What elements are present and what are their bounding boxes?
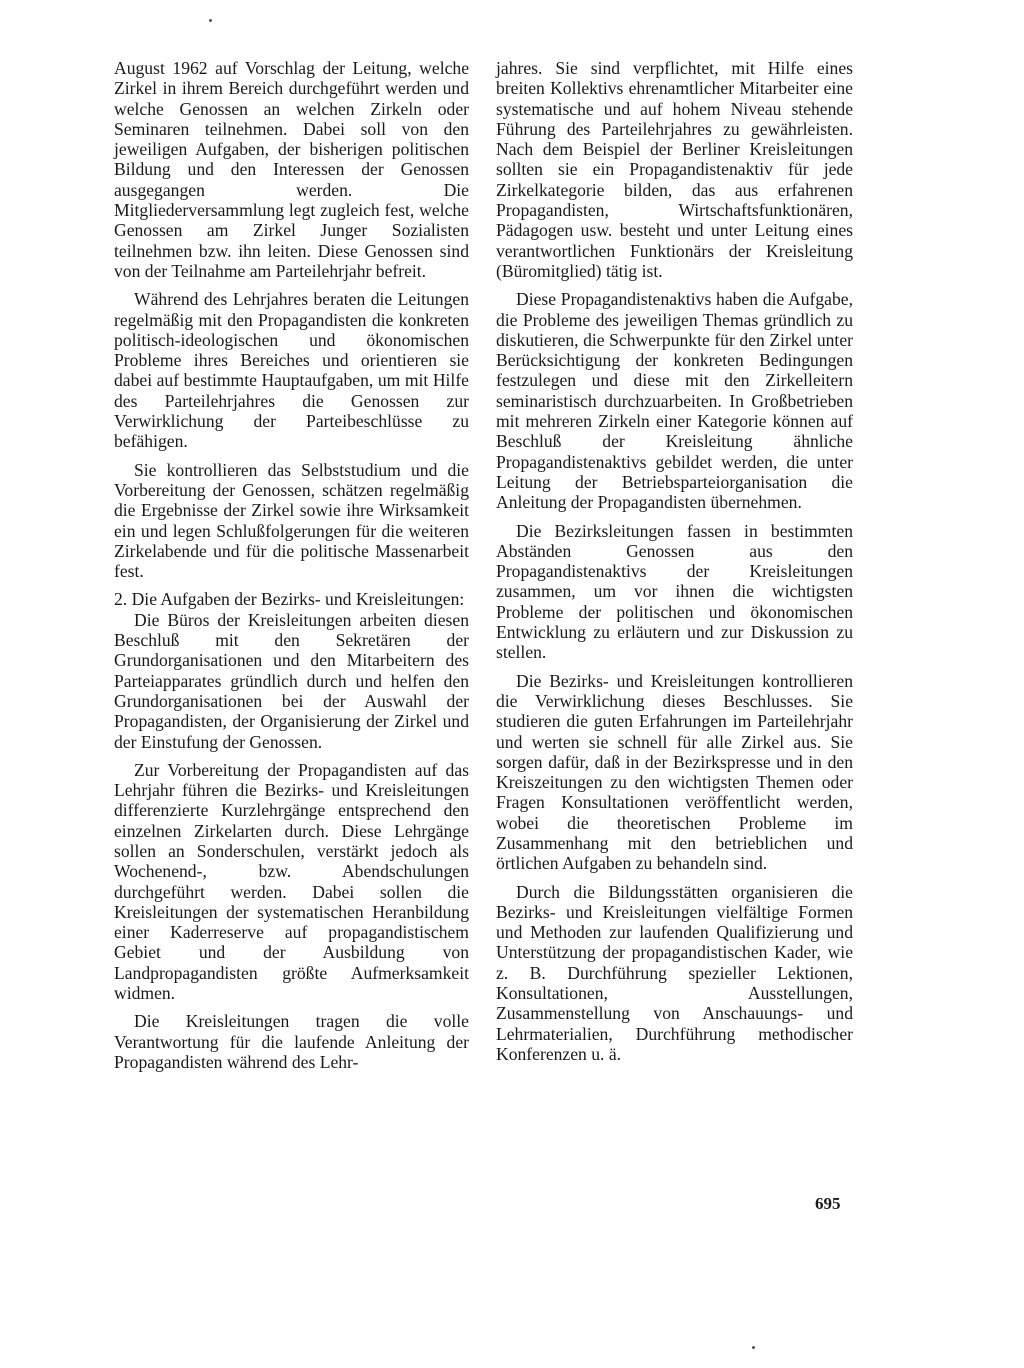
scan-speck bbox=[209, 19, 212, 22]
paragraph: August 1962 auf Vorschlag der Leitung, welche Zirkel in ihrem Bereich durchgeführt werden und welche Genossen an welchen Zirkeln oder Seminaren teilnehmen. Dabei soll von den jeweiligen Aufgaben, der bisherigen politischen Bildung und den Interessen der Genossen ausgegangen werden. Die Mitgliederversammlung legt zugleich fest, welche Genossen am Zirkel Junger Sozialisten teilnehmen bzw. ihn leiten. Diese Genossen sind von der Teilnahme am Parteilehrjahr befreit. bbox=[114, 58, 469, 281]
paragraph: Durch die Bildungsstätten organisieren die Bezirks- und Kreisleitungen vielfältige Formen und Methoden zur laufenden Qualifizierung und Unterstützung der propagandistischen Kader, wie z. B. Durchführung spezieller Lektionen, Konsultationen, Ausstellungen, Zusammenstellung von Anschauungs- und Lehrmaterialien, Durchführung methodischer Konferenzen u. ä. bbox=[496, 881, 853, 1064]
paragraph: Die Büros der Kreisleitungen arbeiten diesen Beschluß mit den Sekretären der Grundorganisationen und den Mitarbeitern des Parteiapparates gründlich durch und helfen den Grundorganisationen bei der Auswahl der Propagandisten, der Organisierung der Zirkel und der Einstufung der Genossen. bbox=[114, 609, 469, 752]
paragraph: Die Bezirks- und Kreisleitungen kontrollieren die Verwirklichung dieses Beschlusses. Sie studieren die guten Erfahrungen im Parteilehrjahr und werten sie schnell für alle Zirkel aus. Sie sorgen dafür, daß in der Bezirkspresse und in den Kreiszeitungen zu den wichtigsten Themen oder Fragen Konsultationen veröffentlicht werden, wobei die theoretischen Probleme im Zusammenhang mit den betrieblichen und örtlichen Aufgaben zu behandeln sind. bbox=[496, 670, 853, 874]
paragraph: Die Kreisleitungen tragen die volle Verantwortung für die laufende Anleitung der Propagandisten während des Lehr- bbox=[114, 1011, 469, 1072]
scan-speck bbox=[752, 1346, 755, 1349]
section-heading: 2. Die Aufgaben der Bezirks- und Kreisleitungen: bbox=[114, 589, 465, 610]
page-number: 695 bbox=[815, 1194, 841, 1213]
paragraph: jahres. Sie sind verpflichtet, mit Hilfe eines breiten Kollektivs ehrenamtlicher Mitarbeiter eine systematische und auf hohem Niveau stehende Führung des Parteilehrjahres zu gewährleisten. Nach dem Beispiel der Berliner Kreisleitungen sollten sie ein Propagandistenaktiv für jede Zirkelkategorie bilden, das aus erfahrenen Propagandisten, Wirtschaftsfunktionären, Pädagogen usw. besteht und unter Leitung eines verantwortlichen Funktionärs der Kreisleitung (Büromitglied) tätig ist. bbox=[496, 58, 853, 281]
paragraph: Während des Lehrjahres beraten die Leitungen regelmäßig mit den Propagandisten die konkreten politisch-ideologischen und ökonomischen Probleme ihres Bereiches und orientieren sie dabei auf bestimmte Hauptaufgaben, um mit Hilfe des Parteilehrjahres die Genossen zur Verwirklichung der Parteibeschlüsse zu befähigen. bbox=[114, 289, 469, 452]
paragraph: Zur Vorbereitung der Propagandisten auf das Lehrjahr führen die Bezirks- und Kreisleitungen differenzierte Kurzlehrgänge entsprechend den einzelnen Zirkelarten durch. Diese Lehrgänge sollen an Sonderschulen, verstärkt jedoch als Wochenend-, bzw. Abendschulungen durchgeführt werden. Dabei sollen die Kreisleitungen der systematischen Heranbildung einer Kaderreserve auf propagandistischem Gebiet und der Ausbildung von Landpropagandisten größte Aufmerksamkeit widmen. bbox=[114, 759, 470, 1004]
left-column bbox=[114, 58, 469, 1080]
right-column bbox=[496, 58, 853, 1072]
paragraph: Die Bezirksleitungen fassen in bestimmten Abständen Genossen aus den Propagandistenaktivs der Kreisleitungen zusammen, um vor ihnen die wichtigsten Probleme der politischen und ökonomischen Entwicklung zu erläutern und zur Diskussion zu stellen. bbox=[496, 520, 853, 663]
paragraph: Sie kontrollieren das Selbststudium und die Vorbereitung der Genossen, schätzen regelmäßig die Ergebnisse der Zirkel sowie ihre Wirksamkeit ein und legen Schlußfolgerungen für die weiteren Zirkelabende und für die politische Massenarbeit fest. bbox=[114, 459, 469, 582]
paragraph: Diese Propagandistenaktivs haben die Aufgabe, die Probleme des jeweiligen Themas gründlich zu diskutieren, die Schwerpunkte für den Zirkel unter Berücksichtigung der konkreten Bedingungen festzulegen und diese mit den Zirkelleitern seminaristisch durchzuarbeiten. In Großbetrieben mit mehreren Zirkeln einer Kategorie können auf Beschluß der Kreisleitung ähnliche Propagandistenaktivs gebildet werden, die unter Leitung der Betriebsparteiorganisation die Anleitung der Propagandisten übernehmen. bbox=[496, 289, 853, 513]
